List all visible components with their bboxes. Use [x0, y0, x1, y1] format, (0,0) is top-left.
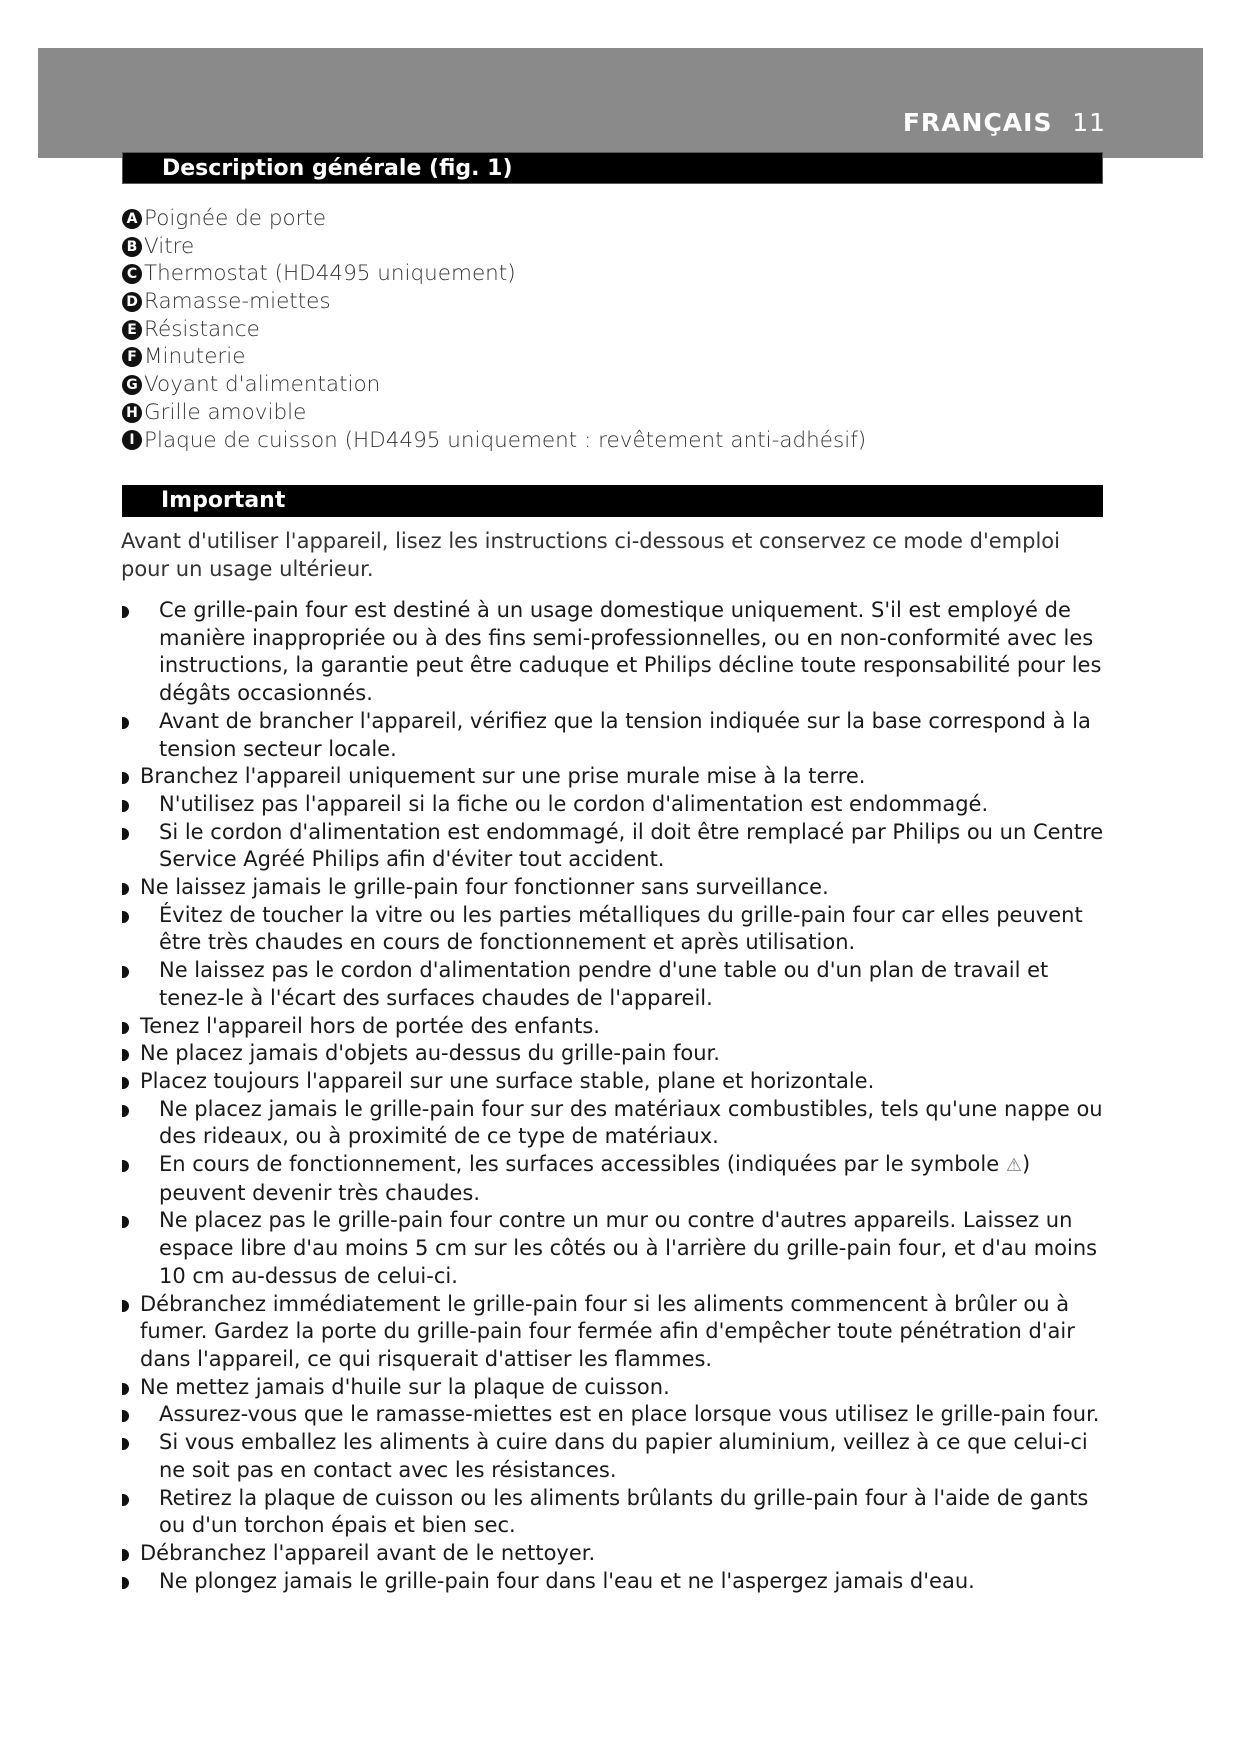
list-item [122, 1040, 1107, 1068]
list-item [122, 791, 1107, 819]
bullet-icon [122, 1216, 129, 1228]
bullet-icon [122, 828, 129, 840]
letter-a-icon: A [122, 209, 142, 229]
list-item [122, 1401, 1107, 1429]
bullet-icon [122, 911, 129, 923]
warning-text-part: ) peuvent devenir très chaudes. [159, 1152, 1031, 1205]
warning-text [159, 1151, 1107, 1207]
section-title-general-description [122, 152, 1103, 184]
warning-text: N'utilisez pas l'appareil si la fiche ou le cordon d'alimentation est endommagé. [159, 791, 989, 816]
list-item [122, 763, 1107, 791]
list-item [122, 1096, 1107, 1151]
list-item [122, 1291, 1107, 1374]
intro-paragraph: Avant d'utiliser l'appareil, lisez les instructions ci-dessous et conservez ce mode d'emploi pour un usage ultérieur. [121, 529, 1060, 581]
list-item [122, 343, 866, 371]
bullet-icon [122, 1077, 129, 1089]
parts-list [122, 205, 866, 454]
warning-text-part: En cours de fonctionnement, les surfaces accessibles (indiquées par le symbole [159, 1152, 1006, 1177]
warning-text: Placez toujours l'appareil sur une surface stable, plane et horizontale. [140, 1068, 875, 1093]
list-item [122, 1013, 1107, 1041]
bullet-icon [122, 1494, 129, 1506]
part-label: Plaque de cuisson (HD4495 uniquement : revêtement anti-adhésif) [144, 427, 867, 453]
warning-text: Ne laissez jamais le grille-pain four fonctionner sans surveillance. [140, 875, 829, 900]
list-item [122, 1485, 1107, 1540]
list-item [122, 1429, 1107, 1484]
bullet-icon [122, 1438, 129, 1450]
warning-text: Ne plongez jamais le grille-pain four dans l'eau et ne l'aspergez jamais d'eau. [159, 1568, 975, 1593]
warning-text: Si vous emballez les aliments à cuire dans du papier aluminium, veillez à ce que celui-ci ne soit pas en contact avec les résistances. [159, 1430, 1088, 1482]
list-item [122, 371, 866, 399]
warning-text: Ne laissez pas le cordon d'alimentation pendre d'une table ou d'un plan de travail et tenez-le à l'écart des surfaces chaudes de l'appareil. [159, 958, 1049, 1010]
hot-surface-icon: ⚠ [1005, 1155, 1022, 1177]
bullet-icon [122, 1160, 129, 1172]
list-item [122, 399, 866, 427]
bullet-icon [122, 606, 129, 618]
list-item [122, 708, 1107, 763]
page-header [903, 108, 1106, 137]
bullet-icon [122, 1049, 129, 1061]
bullet-icon [122, 800, 129, 812]
bullet-icon [122, 1383, 129, 1395]
letter-b-icon: B [122, 237, 142, 257]
section-title-text: Important [161, 488, 286, 513]
warning-text: Débranchez l'appareil avant de le nettoyer. [140, 1540, 596, 1565]
list-item [122, 1151, 1107, 1207]
letter-c-icon: C [122, 264, 142, 284]
bullet-icon [122, 772, 129, 784]
list-item [122, 874, 1107, 902]
part-label: Ramasse-miettes [144, 289, 331, 315]
list-item [122, 1540, 1107, 1568]
part-label: Vitre [144, 233, 195, 259]
list-item [122, 1374, 1107, 1402]
warning-text: Branchez l'appareil uniquement sur une prise murale mise à la terre. [140, 764, 866, 789]
warning-text: Débranchez immédiatement le grille-pain four si les aliments commencent à brûler ou à fumer. Gardez la porte du grille-pain four fermée afin d'empêcher toute pénétration d'air dans l'appareil, ce qui risquerait d'attiser les flammes. [140, 1291, 1075, 1371]
bullet-icon [122, 1022, 129, 1034]
list-item [122, 597, 1107, 708]
warning-text: Ne placez jamais d'objets au-dessus du grille-pain four. [140, 1041, 720, 1066]
part-label: Minuterie [144, 344, 246, 370]
bullet-icon [122, 1549, 129, 1561]
bullet-icon [122, 1105, 129, 1117]
warning-text: Ce grille-pain four est destiné à un usage domestique uniquement. S'il est employé de manière inappropriée ou à des fins semi-professionnelles, ou en non-conformité avec les instructions, la garantie peut être caduque et Philips décline toute responsabilité pour les dégâts occasionnés. [159, 598, 1102, 706]
list-item [122, 819, 1107, 874]
warnings-list [122, 597, 1107, 1595]
warning-text: Tenez l'appareil hors de portée des enfants. [140, 1013, 600, 1038]
list-item [122, 260, 866, 288]
list-item [122, 957, 1107, 1012]
list-item [122, 233, 866, 261]
bullet-icon [122, 1410, 129, 1422]
part-label: Résistance [144, 316, 260, 342]
bullet-icon [122, 717, 129, 729]
warning-text: Si le cordon d'alimentation est endommagé, il doit être remplacé par Philips ou un Centre Service Agréé Philips afin d'éviter tout accident. [159, 819, 1104, 872]
list-item [122, 1568, 1107, 1596]
warning-text: Avant de brancher l'appareil, vérifiez que la tension indiquée sur la base correspond à la tension secteur locale. [159, 708, 1091, 761]
part-label: Voyant d'alimentation [144, 372, 381, 398]
section-title-text: Description générale (fig. 1) [162, 156, 513, 181]
letter-e-icon: E [122, 320, 142, 340]
warning-text: Assurez-vous que le ramasse-miettes est en place lorsque vous utilisez le grille-pain four. [159, 1402, 1100, 1427]
bullet-icon [122, 883, 129, 895]
letter-f-icon: F [122, 347, 142, 367]
list-item [122, 205, 866, 233]
part-label: Poignée de porte [144, 206, 327, 231]
page-number: 11 [1072, 108, 1106, 137]
warning-text: Ne mettez jamais d'huile sur la plaque de cuisson. [140, 1374, 670, 1399]
header-band [38, 48, 1203, 158]
bullet-icon [122, 1577, 129, 1589]
letter-i-icon: I [122, 430, 142, 450]
list-item [122, 902, 1107, 957]
letter-h-icon: H [122, 403, 142, 423]
warning-text: Ne placez pas le grille-pain four contre un mur ou contre d'autres appareils. Laissez un espace libre d'au moins 5 cm sur les côtés ou à l'arrière du grille-pain four, et d'au moins 10 cm au-dessus de celui-ci. [159, 1208, 1098, 1288]
warning-text: Ne placez jamais le grille-pain four sur des matériaux combustibles, tels qu'une nappe ou des rideaux, ou à proximité de ce type de matériaux. [159, 1096, 1103, 1149]
letter-g-icon: G [122, 375, 142, 395]
bullet-icon [122, 966, 129, 978]
list-item [122, 427, 866, 455]
list-item [122, 1068, 1107, 1096]
warning-text: Évitez de toucher la vitre ou les parties métalliques du grille-pain four car elles peuvent être très chaudes en cours de fonctionnement et après utilisation. [159, 902, 1083, 955]
language-label: FRANÇAIS [902, 108, 1053, 137]
list-item [122, 288, 866, 316]
section-title-important [122, 485, 1103, 517]
warning-text: Retirez la plaque de cuisson ou les aliments brûlants du grille-pain four à l'aide de gants ou d'un torchon épais et bien sec. [159, 1485, 1089, 1538]
letter-d-icon: D [122, 292, 142, 312]
list-item [122, 1207, 1107, 1290]
list-item [122, 316, 866, 344]
part-label: Thermostat (HD4495 uniquement) [144, 261, 516, 287]
part-label: Grille amovible [144, 399, 307, 425]
bullet-icon [122, 1300, 129, 1312]
